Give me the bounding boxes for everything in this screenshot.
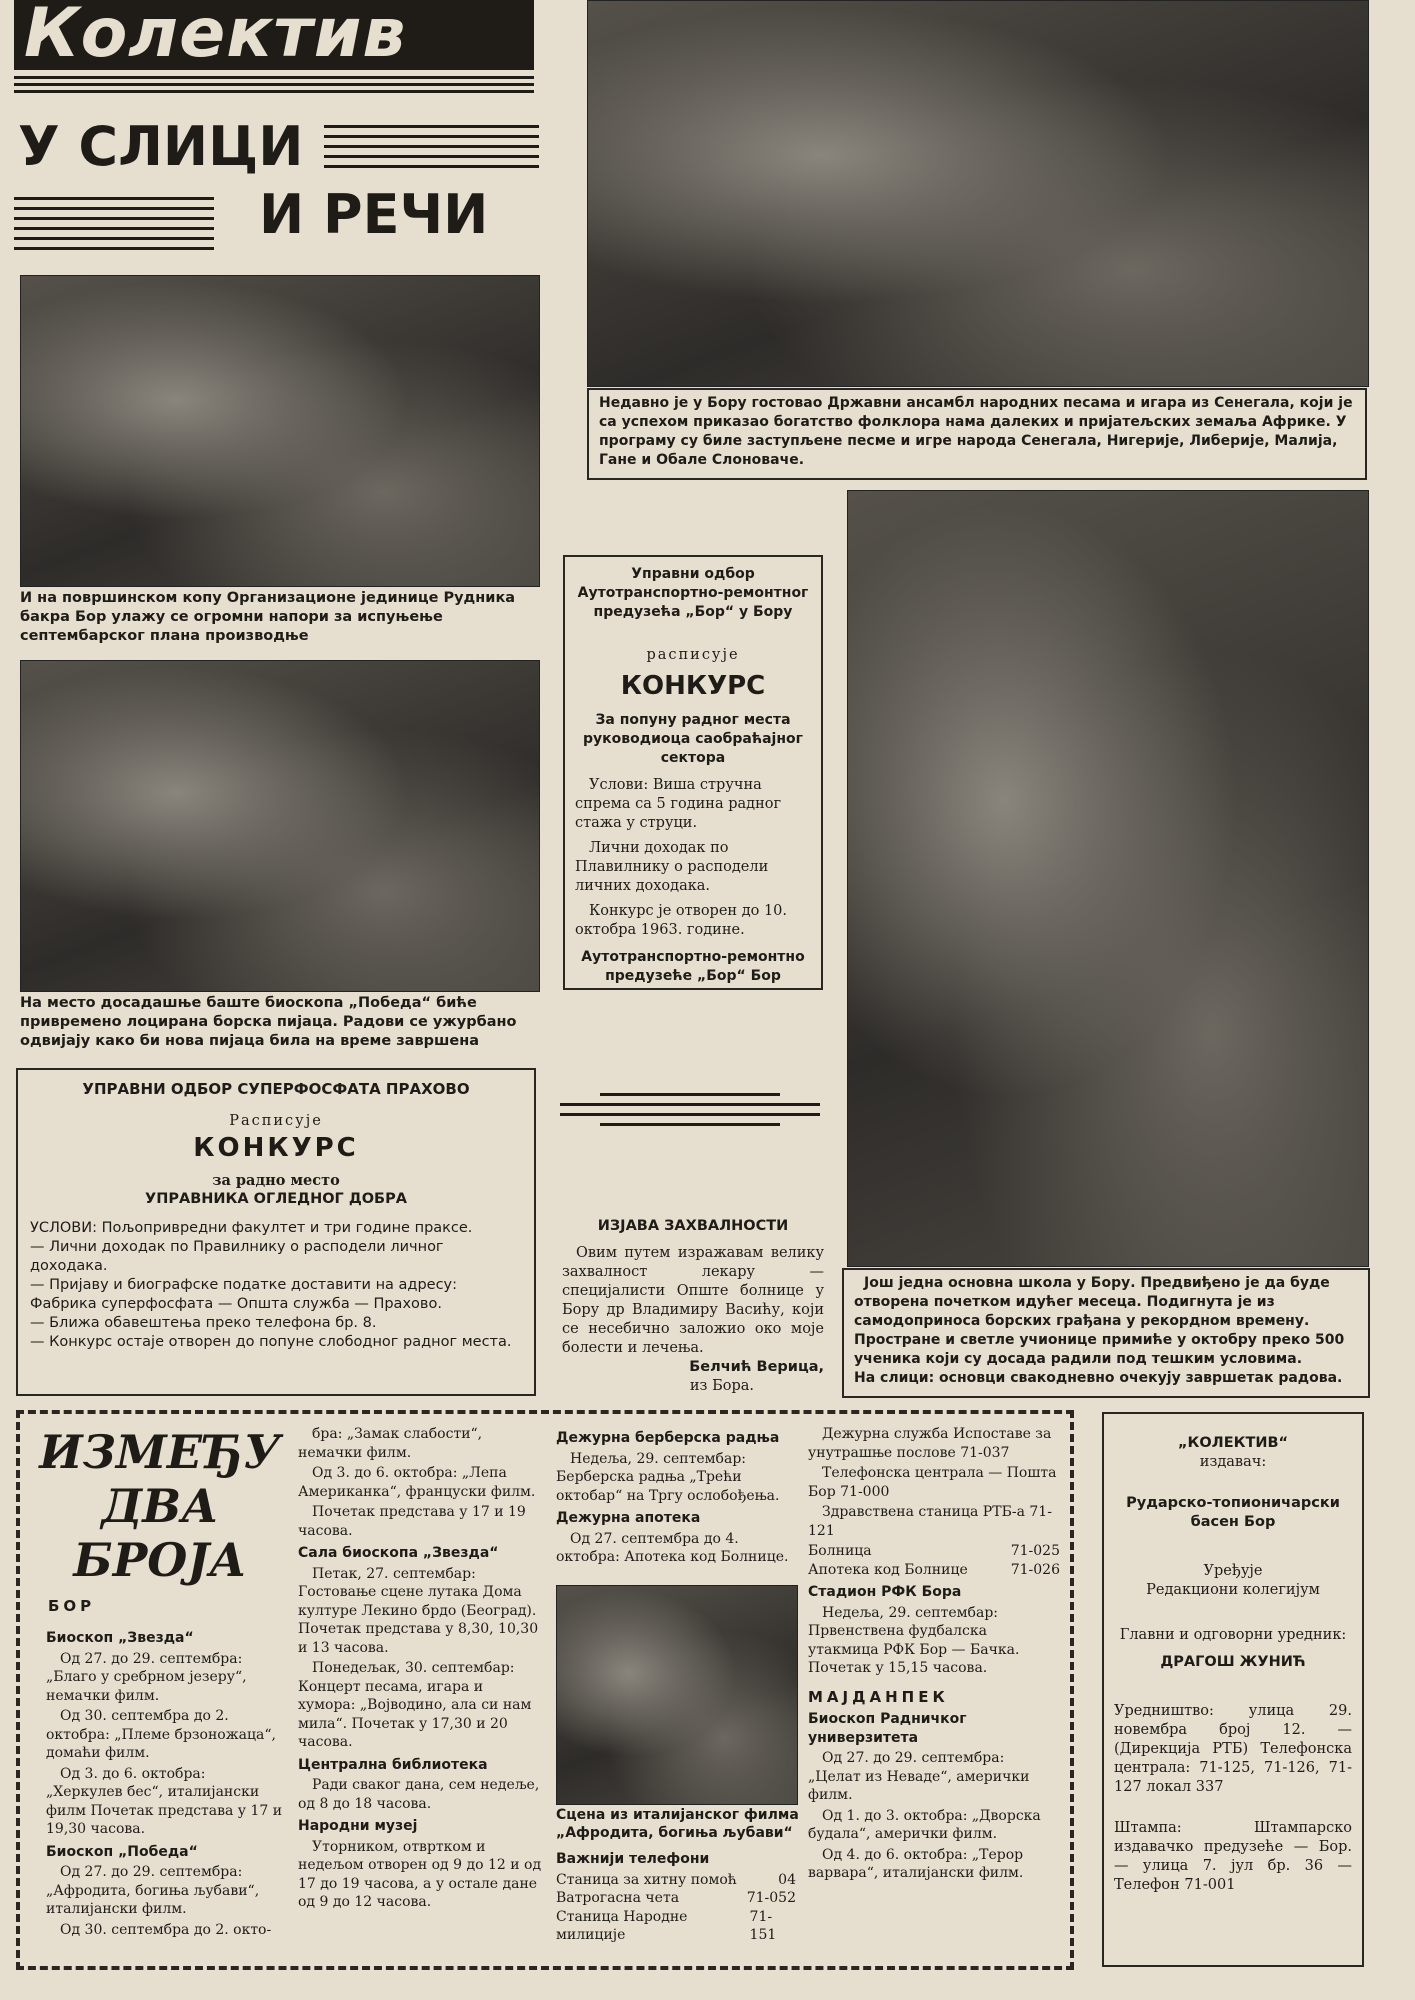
headline xyxy=(14,115,539,265)
between-issues-col3-phones xyxy=(556,1846,796,1945)
listing-text: Од 4. до 6. октобра: „Терор варвара“, италијански филм. xyxy=(808,1846,1024,1881)
listing-phone-number: 71-151 xyxy=(749,1908,777,1943)
listing-phone-label: Станица Народне милиције xyxy=(556,1908,688,1943)
listing-heading: Биоскоп Радничког универзитета xyxy=(808,1711,967,1746)
listing-phone-row xyxy=(808,1542,1060,1561)
competition-prahovo-position2: УПРАВНИКА ОГЛЕДНОГ ДОБРА xyxy=(145,1191,407,1207)
listing-heading: Стадион РФК Бора xyxy=(808,1584,962,1600)
gratitude xyxy=(562,1218,824,1396)
caption-market: На место досадашње баште биоскопа „Победа“ биће привремено лоцирана борска пијаца. Радови се ужурбано одвијају како би нова пијаца била на време завршена xyxy=(20,995,517,1049)
listing-phone-number: 71-052 xyxy=(746,1890,796,1906)
gratitude-text: Овим путем изражавам велику захвалност лекару — специјалисти Опште болнице у Бору др Владимиру Васићу, који се несебично заложио око моје болести и лечења. xyxy=(562,1245,824,1356)
listing-heading: Дежурна апотека xyxy=(556,1510,701,1526)
between-issues-title xyxy=(30,1425,290,1615)
listing-phone-row xyxy=(556,1889,796,1908)
imprint-print: Штампа: Штампарско издавачко предузеће — Бор. — улица 7. јул бр. 36 — Телефон 71-001 xyxy=(1114,1820,1352,1893)
listing-heading: Сала биоскопа „Звезда“ xyxy=(298,1545,499,1561)
imprint-chief-label: Главни и одговорни уредник: xyxy=(1119,1627,1347,1643)
listing-text: Уторником, отвртком и недељом отворен од 9 до 12 и од 17 до 19 часова, а у остале дане од 9 до 12 часова. xyxy=(298,1838,542,1910)
caption-dance: Недавно је у Бору гостовао Државни ансамбл народних песама и игара из Сенегала, који је са успехом приказао богатство фолклора нама далеких и пријатељских земаља Африке. У програму су биле заступљене песме и игре народа Сенегала, Нигерије, Либерије, Малија, Гане и Обале Слоноваче. xyxy=(599,395,1353,468)
imprint-board: Редакциони колегијум xyxy=(1146,1582,1320,1598)
listing-phone-label: Ватрогасна чета xyxy=(556,1890,680,1906)
listing-text: Од 3. до 6. октобра: „Херкулев бес“, италијански филм Почетак представа у 17 и 19,30 часова. xyxy=(46,1765,283,1837)
listing-text: Понедељак, 30. септембар: Концерт песама, игара и хумора: „Војводино, ала си нам мила“. Почетак у 17,30 и 20 часова. xyxy=(298,1660,532,1750)
caption-film: Сцена из италијанског филма „Афродита, богиња љубави“ xyxy=(556,1807,799,1841)
divider-stripes xyxy=(600,1093,780,1096)
between-issues-col1 xyxy=(46,1625,286,1941)
listing-phone-number: 71-026 xyxy=(1010,1561,1060,1578)
listing-phone-row xyxy=(556,1871,796,1890)
competition-prahovo-announces: Расписује xyxy=(229,1113,323,1129)
caption-school: Још једна основна школа у Бору. Предвиђено је да буде отворена почетком идућег месеца. Подигнута је из самодоприноса борских грађана у рекордном времену. Простране и светле учионице примиће у октобру преко 500 ученика који су досада радили под тешким условима. xyxy=(854,1275,1345,1367)
competition-auto-title: КОНКУРС xyxy=(620,671,766,701)
gratitude-signer: Белчић Верица, xyxy=(689,1359,824,1375)
listing-town: МАЈДАНПЕК xyxy=(808,1687,949,1706)
competition-prahovo-line: — Лични доходак по Правилнику о расподели личног доходака. xyxy=(30,1239,444,1274)
imprint-publisher-label: издавач: xyxy=(1199,1454,1267,1470)
competition-auto-line: Лични доходак по Плавилнику о расподели личних доходака. xyxy=(575,840,769,894)
photo-market xyxy=(20,660,540,992)
listing-phone-label: Станица за хитну помоћ xyxy=(556,1871,737,1888)
listing-text: Ради сваког дана, сем недеље, од 8 до 18 часова. xyxy=(298,1777,540,1812)
listing-phone-label: Апотека код Болнице xyxy=(808,1561,968,1578)
listing-heading: Народни музеј xyxy=(298,1818,418,1834)
listing-text: Недеља, 29. септембар: Берберска радња „Трећи октобар“ на Тргу ослобођења. xyxy=(556,1450,780,1504)
listing-text: Почетак представа у 17 и 19 часова. xyxy=(298,1504,526,1539)
competition-auto-position: За попуну радног места руководиоца саобраћајног сектора xyxy=(583,712,803,766)
competition-auto xyxy=(563,555,823,990)
masthead xyxy=(14,0,534,100)
photo-dance xyxy=(587,0,1369,387)
headline-line2: И РЕЧИ xyxy=(259,183,489,246)
listing-phone-number: 71-025 xyxy=(1010,1543,1060,1559)
listing-text: Здравствена станица РТБ-а 71-121 xyxy=(808,1504,1052,1539)
competition-auto-org: Управни одбор Аутотранспортно-ремонтног предузећа „Бор“ у Бору xyxy=(577,566,809,620)
listing-text: Дежурна служба Испоставе за унутрашње послове 71-037 xyxy=(808,1426,1052,1461)
competition-auto-line: Конкурс је отворен до 10. октобра 1963. године. xyxy=(575,903,788,938)
listing-text: бра: „Замак слабости“, немачки филм. xyxy=(298,1426,483,1461)
between-issues-col4 xyxy=(808,1425,1060,1885)
competition-prahovo xyxy=(16,1068,536,1396)
listing-heading: Важнији телефони xyxy=(556,1851,710,1867)
listing-text: Од 27. до 29. септембра: „Целат из Неваде“, амерички филм. xyxy=(808,1750,1030,1803)
listing-text: Од 30. септембра до 2. окто- xyxy=(60,1921,272,1938)
listing-heading: Централна библиотека xyxy=(298,1756,488,1773)
competition-prahovo-org: УПРАВНИ ОДБОР СУПЕРФОСФАТА ПРАХОВО xyxy=(82,1080,470,1098)
listing-text: Од 27. до 29. септембра: „Афродита, богиња љубави“, италијански филм. xyxy=(46,1864,260,1917)
listing-heading: Биоскоп „Звезда“ xyxy=(46,1630,194,1646)
competition-auto-announces: расписује xyxy=(646,647,740,663)
imprint-name: „КОЛЕКТИВ“ xyxy=(1177,1435,1289,1451)
listing-text: Недеља, 29. септембар: Првенствена фудбалска утакмица РФК Бор — Бачка. Почетак у 15,15 часова. xyxy=(808,1604,1020,1676)
competition-prahovo-line: — Ближа обавештења преко телефона бр. 8. xyxy=(30,1315,377,1331)
masthead-logo-text: Колектив xyxy=(24,0,407,73)
imprint-edits: Уређује xyxy=(1203,1563,1263,1579)
listing-heading: Биоскоп „Победа“ xyxy=(46,1843,198,1860)
gratitude-signer-place: из Бора. xyxy=(689,1378,754,1394)
photo-mine xyxy=(20,275,540,587)
imprint-office: Уредништво: улица 29. новембра број 12. — (Дирекција РТБ) Телефонска централа: 71-125, 71-126, 71-127 локал 337 xyxy=(1114,1703,1352,1795)
listing-phone-label: Болница xyxy=(808,1543,872,1559)
caption-school-box xyxy=(842,1268,1370,1398)
competition-prahovo-line: — Конкурс остаје отворен до попуне слободног радног места. xyxy=(30,1334,512,1350)
between-issues-title3: БРОЈА xyxy=(73,1533,247,1587)
competition-prahovo-line: УСЛОВИ: Пољопривредни факултет и три године праксе. xyxy=(30,1220,473,1236)
competition-auto-line: Услови: Виша стручна спрема са 5 година радног стажа у струци. xyxy=(575,777,782,831)
competition-prahovo-position1: за радно место xyxy=(212,1172,340,1189)
photo-film xyxy=(556,1585,798,1805)
listing-text: Од 30. септембра до 2. октобра: „Племе брзоножаца“, домаћи филм. xyxy=(46,1708,276,1761)
imprint xyxy=(1102,1412,1364,1967)
listing-text: Од 27. до 29. септембра: „Благо у сребрном језеру“, немачки филм. xyxy=(46,1650,247,1704)
gratitude-title: ИЗЈАВА ЗАХВАЛНОСТИ xyxy=(597,1218,789,1234)
listing-text: Од 3. до 6. октобра: „Лепа Американка“, француски филм. xyxy=(298,1465,536,1500)
listing-text: Од 1. до 3. октобра: „Дворска будала“, амерички филм. xyxy=(808,1807,1041,1842)
competition-auto-signature: Аутотранспортно-ремонтно предузеће „Бор“ Бор xyxy=(581,949,805,984)
headline-line1: У СЛИЦИ xyxy=(18,115,304,178)
between-issues-col3 xyxy=(556,1425,796,1569)
listing-phone-row xyxy=(556,1908,796,1945)
between-issues-title1: ИЗМЕЂУ xyxy=(39,1425,281,1479)
listing-text: Петак, 27. септембар: Гостовање сцене лутака Дома културе Лекино брдо (Београд). Почетак представа у 8,30, 10,30 и 13 часова. xyxy=(298,1565,539,1656)
between-issues-bor: БОР xyxy=(48,1597,96,1615)
between-issues-title2: ДВА xyxy=(101,1479,219,1533)
imprint-chief: ДРАГОШ ЖУНИЋ xyxy=(1160,1654,1306,1670)
listing-phone-number: 04 xyxy=(778,1871,796,1888)
caption-school-end: На слици: основци свакодневно очекују завршетак радова. xyxy=(854,1370,1343,1386)
competition-prahovo-line: — Пријаву и биографске податке доставити на адресу: Фабрика суперфосфата — Општа служба — Прахово. xyxy=(30,1277,458,1312)
photo-school xyxy=(847,490,1369,1267)
listing-phone-row xyxy=(808,1561,1060,1580)
between-issues-col2 xyxy=(298,1425,544,1914)
listing-text: Телефонска централа — Пошта Бор 71-000 xyxy=(808,1465,1057,1500)
imprint-publisher: Рударско-топионичарски басен Бор xyxy=(1126,1495,1340,1530)
listing-text: Од 27. септембра до 4. октобра: Апотека код Болнице. xyxy=(556,1530,789,1565)
caption-dance-box xyxy=(587,388,1367,480)
competition-prahovo-title: КОНКУРС xyxy=(193,1133,359,1163)
listing-heading: Дежурна берберска радња xyxy=(556,1430,780,1446)
caption-mine: И на површинском копу Организационе јединице Рудника бакра Бор улажу се огромни напори за испуњење септембарског плана производње xyxy=(20,590,516,644)
